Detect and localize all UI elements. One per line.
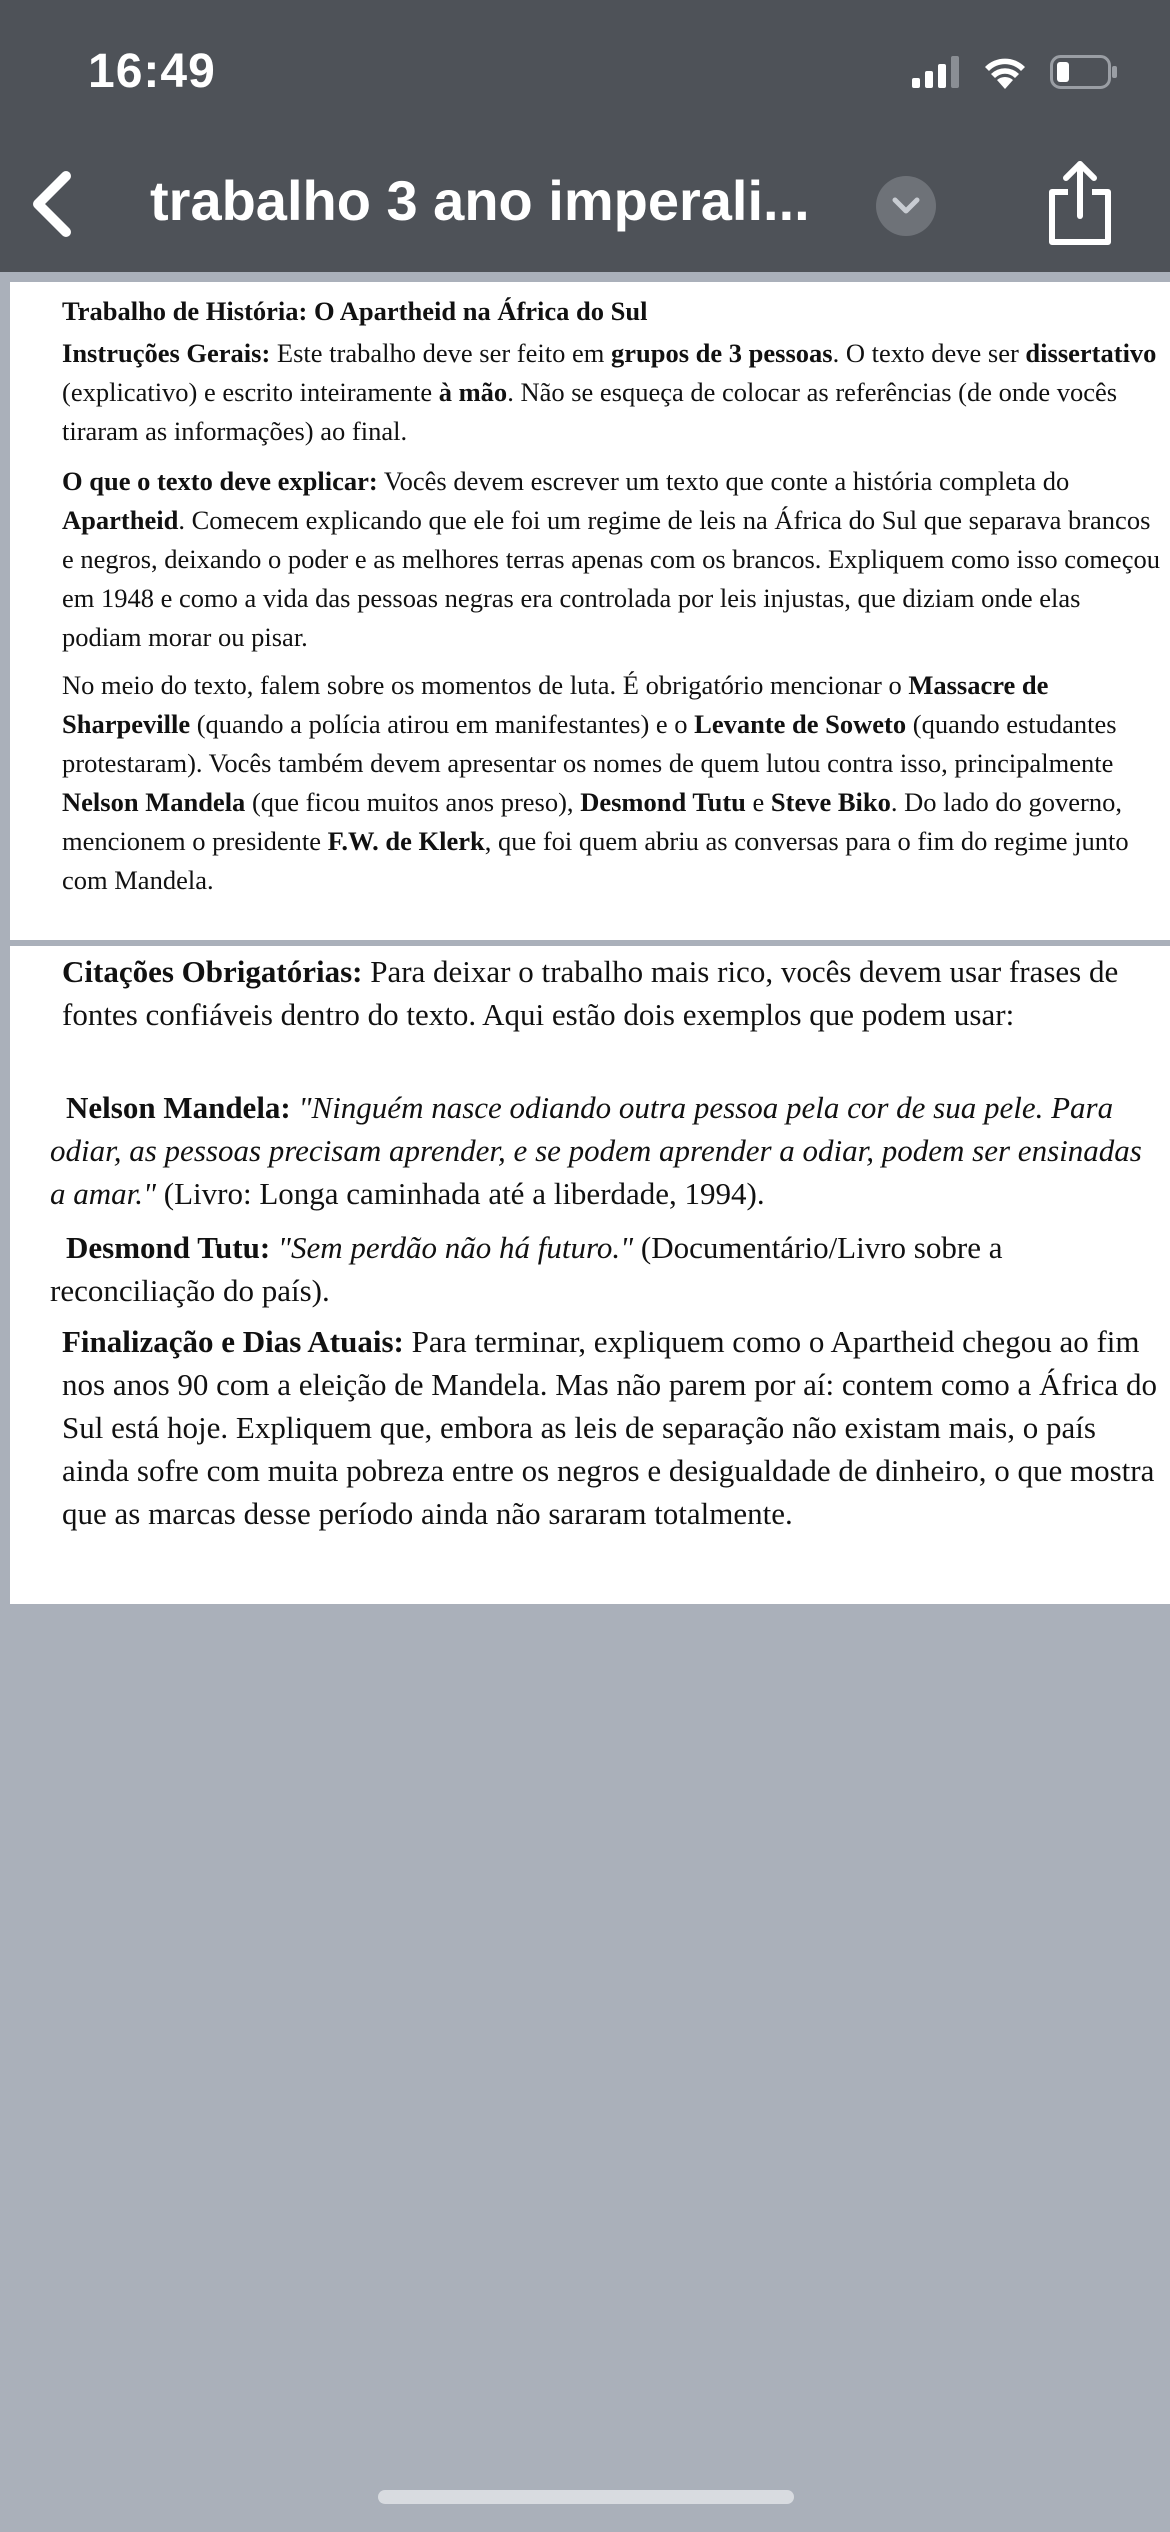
home-indicator[interactable] [378,2490,794,2504]
label: O que o texto deve explicar: [62,466,378,496]
status-icons [912,52,1118,92]
status-time: 16:49 [88,45,216,98]
title-menu-button[interactable] [876,176,936,236]
share-icon [1040,158,1120,248]
text: Para deixar o trabalho mais rico, vocês devem usar frases de fontes confiáveis dentro do texto. Aqui estão dois exemplos que podem usar: [62,954,1119,1032]
bold-text: Steve Biko [770,787,891,817]
battery-icon [1050,55,1118,89]
label: Finalização e Dias Atuais: [62,1324,404,1359]
label: Nelson Mandela: [66,1090,291,1125]
quote-mandela [50,1086,1160,1215]
text: , que foi quem abriu as conversas para o fim do regime junto com Mandela. [62,826,1129,895]
label: Citações Obrigatórias: [62,954,363,989]
text: (quando estudantes protestaram). Vocês também devem apresentar os nomes de quem lutou contra isso, principalmente [62,709,1117,778]
document-title: trabalho 3 ano imperali... [150,169,810,232]
quote-tutu [50,1226,1160,1312]
paragraph-what-to-explain [62,462,1162,657]
paragraph-conclusion [62,1320,1162,1535]
top-bar [0,0,1170,272]
chevron-left-icon [24,168,84,240]
label: Instruções Gerais: [62,338,271,368]
back-button[interactable] [24,168,84,240]
text: Vocês devem escrever um texto que conte a história completa do [377,466,1070,496]
text: No meio do texto, falem sobre os momentos de luta. É obrigatório mencionar o [62,670,909,700]
text: e [745,787,771,817]
text: (quando a polícia atirou em manifestantes) e o [190,709,695,739]
cellular-signal-icon [912,56,960,88]
text: . Não se esqueça de colocar as referências (de onde vocês tiraram as informações) ao final. [62,377,1118,446]
quote-text: "Ninguém nasce odiando outra pessoa pela cor de sua pele. Para odiar, as pessoas precisam aprender, e se podem aprender a odiar, podem ser ensinadas a amar." [50,1090,1142,1211]
wifi-icon [982,55,1028,89]
quote-text: "Sem perdão não há futuro." [270,1230,634,1265]
text: (que ficou muitos anos preso), [245,787,581,817]
bold-text: Levante de Soweto [694,709,907,739]
text: . O texto deve ser [832,338,1026,368]
text: Este trabalho deve ser feito em [270,338,611,368]
bold-text: Nelson Mandela [62,787,246,817]
page-heading: Trabalho de História: O Apartheid na África do Sul [62,296,648,326]
bold-text: grupos de 3 pessoas [610,338,833,368]
bold-text: Massacre de Sharpeville [62,670,1049,739]
text: . Do lado do governo, mencionem o presidente [62,787,1123,856]
share-button[interactable] [1040,158,1120,248]
text: . Comecem explicando que ele foi um regime de leis na África do Sul que separava brancos e negros, deixando o poder e as melhores terras apenas com os brancos. Expliquem como isso começou em 1948 e como a vida das pessoas negras era controlada por leis injustas, que diziam onde elas podiam morar ou pisar. [62,505,1160,652]
bold-text: à mão [438,377,508,407]
bold-text: Desmond Tutu [580,787,746,817]
chevron-down-icon [891,196,921,216]
paragraph-struggle [62,666,1162,900]
document-page-2 [10,946,1170,1604]
paragraph-instructions [62,334,1162,451]
paragraph-citations [62,950,1122,1036]
text: Para terminar, expliquem como o Apartheid chegou ao fim nos anos 90 com a eleição de Mandela. Mas não parem por aí: contem como a África do Sul está hoje. Expliquem que, embora as leis de separação não existam mais, o país ainda sofre com muita pobreza entre os negros e desigualdade de dinheiro, o que mostra que as marcas desse período ainda não sararam totalmente. [62,1324,1157,1531]
source-text: (Documentário/Livro sobre a reconciliação do país). [50,1230,1003,1308]
text: (explicativo) e escrito inteiramente [62,377,439,407]
bold-text: Apartheid [62,505,179,535]
document-page-1 [10,282,1170,940]
source-text: (Livro: Longa caminhada até a liberdade, 1994). [156,1176,765,1211]
bold-text: F.W. de Klerk [327,826,485,856]
label: Desmond Tutu: [66,1230,271,1265]
bold-text: dissertativo [1025,338,1157,368]
